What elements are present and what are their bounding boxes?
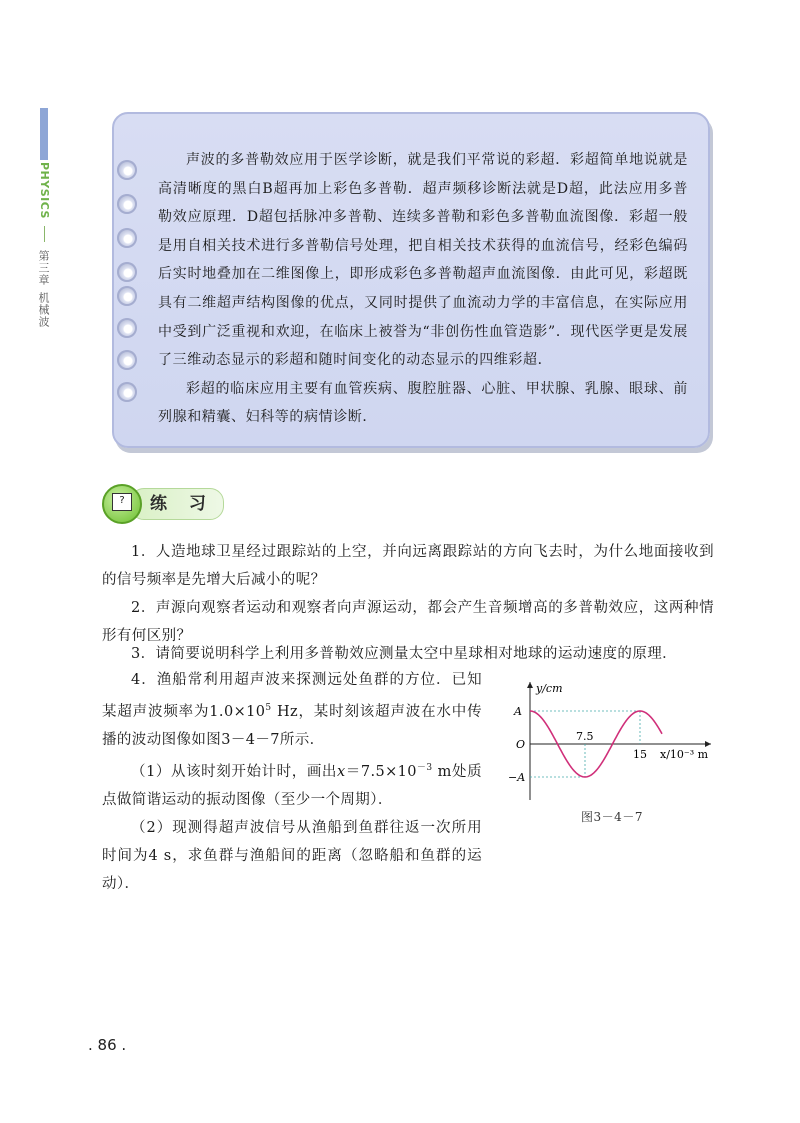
practice-heading xyxy=(102,484,222,524)
side-divider xyxy=(44,226,45,242)
q4-s1-exponent: －3 xyxy=(416,762,433,773)
practice-badge-icon xyxy=(102,484,142,524)
binder-ring-icon xyxy=(117,350,137,370)
y-tick-a: A xyxy=(514,705,522,718)
binder-ring-icon xyxy=(117,318,137,338)
q4-text-b: Hz，某时刻该超声波在水中传播的波动图像如图3－4－7所示． xyxy=(102,703,482,748)
binder-ring-icon xyxy=(117,160,137,180)
q4-s1-var: x xyxy=(337,763,346,780)
figure-caption: 图3－4－7 xyxy=(581,810,643,824)
wave-chart xyxy=(506,678,716,818)
binder-ring-icon xyxy=(117,228,137,248)
page-number: . 86 . xyxy=(88,1036,127,1054)
question-icon: ? xyxy=(112,493,132,511)
side-physics-label: PHYSICS xyxy=(38,162,51,219)
info-paragraph-1: 声波的多普勒效应用于医学诊断，就是我们平常说的彩超．彩超简单地说就是高清晰度的黑白B超再加上彩色多普勒．超声频移诊断法就是D超，此法应用多普勒效应原理．D超包括脉冲多普勒、连续多普勒和彩色多普勒血流图像．彩超一般是用自相关技术进行多普勒信号处理，把自相关技术获得的血流信号，经彩色编码后实时地叠加在二维图像上，即形成彩色多普勒超声血流图像．由此可见，彩超既具有二维超声结构图像的优点，又同时提供了血流动力学的丰富信息，在实际应用中受到广泛重视和欢迎，在临床上被誉为“非创伤性血管造影”．现代医学更是发展了三维动态显示的彩超和随时间变化的动态显示的四维彩超． xyxy=(158,152,688,369)
x-axis-label: x/10⁻³ m xyxy=(660,748,709,761)
question-4 xyxy=(102,666,482,898)
y-tick-neg-a: −A xyxy=(508,771,526,784)
binder-ring-icon xyxy=(117,382,137,402)
question-4-sub-1 xyxy=(102,754,482,814)
question-1 xyxy=(102,538,714,594)
side-color-bar xyxy=(40,108,48,160)
question-4-stem xyxy=(102,666,482,754)
question-4-sub-2: （2）现测得超声波信号从渔船到鱼群往返一次所用时间为4 s，求鱼群与渔船间的距离（忽略船和鱼群的运动）． xyxy=(102,819,482,892)
y-tick-origin: O xyxy=(516,738,526,751)
q4-s1-text-a: （1）从该时刻开始计时，画出 xyxy=(131,763,337,780)
question-3 xyxy=(102,640,714,668)
q4-text-a: 4．渔船常利用超声波来探测远处鱼群的方位．已知某超声波频率为1.0×10 xyxy=(102,672,482,720)
info-paragraph-2: 彩超的临床应用主要有血管疾病、腹腔脏器、心脏、甲状腺、乳腺、眼球、前列腺和精囊、妇科等的病情诊断． xyxy=(158,380,688,426)
binder-ring-icon xyxy=(117,286,137,306)
question-2-text: 2．声源向观察者运动和观察者向声源运动，都会产生音频增高的多普勒效应，这两种情形有何区别？ xyxy=(102,600,714,644)
question-1-text: 1．人造地球卫星经过跟踪站的上空，并向远离跟踪站的方向飞去时，为什么地面接收到的信号频率是先增大后减小的呢？ xyxy=(102,544,714,588)
side-chapter-label: 第三章 xyxy=(37,250,50,286)
x-tick-15: 15 xyxy=(633,748,647,761)
q4-s1-text-c: m处质点做简谐运动的振动图像（至少一个周期）． xyxy=(102,763,482,808)
binder-ring-icon xyxy=(117,262,137,282)
q4-exponent: 5 xyxy=(265,703,272,713)
x-tick-7-5: 7.5 xyxy=(576,730,594,743)
question-3-text: 3．请简要说明科学上利用多普勒效应测量太空中星球相对地球的运动速度的原理． xyxy=(131,646,678,662)
side-chapter-title: 机械波 xyxy=(37,292,50,328)
q4-s1-text-b: ＝7.5×10 xyxy=(345,763,417,780)
y-axis-label: y/cm xyxy=(536,682,563,695)
binder-ring-icon xyxy=(117,194,137,214)
info-box-text xyxy=(158,146,688,432)
practice-title: 练 习 xyxy=(150,494,214,514)
